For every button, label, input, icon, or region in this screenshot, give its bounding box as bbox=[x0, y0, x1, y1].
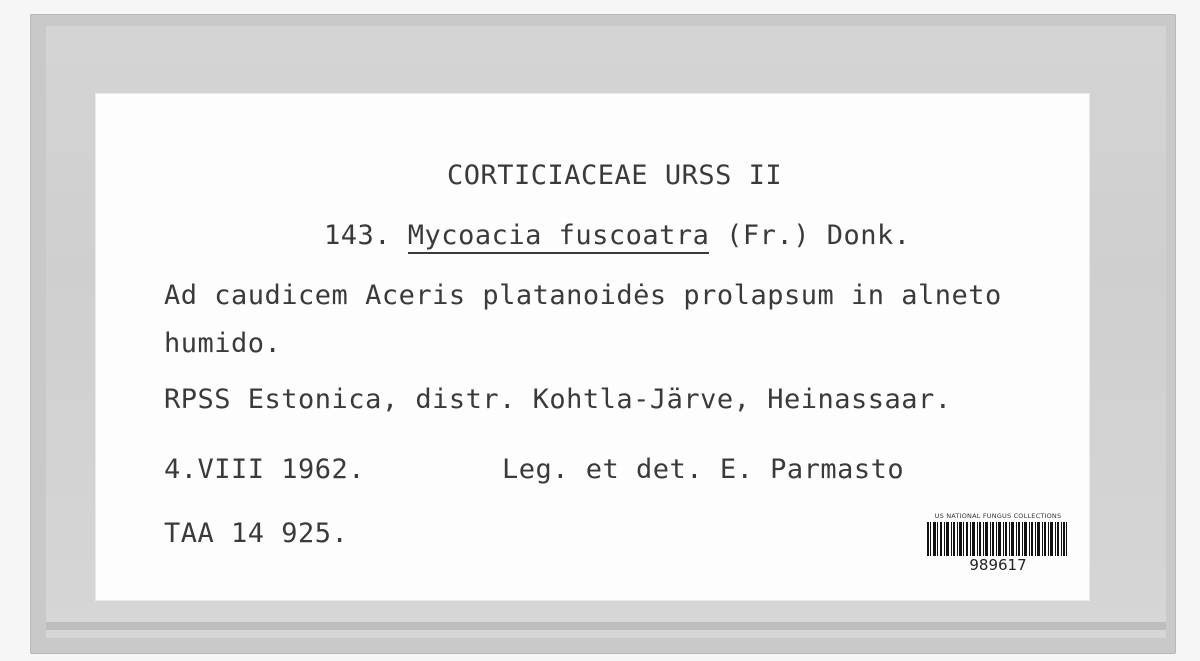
barcode-label bbox=[925, 512, 1071, 582]
species-line bbox=[324, 220, 910, 251]
barcode-number: 989617 bbox=[969, 556, 1027, 574]
habitat-text-line-2: humido. bbox=[164, 328, 282, 359]
barcode-icon bbox=[927, 522, 1067, 556]
barcode-header: US NATIONAL FUNGUS COLLECTIONS bbox=[934, 512, 1062, 520]
accession-number: TAA 14 925. bbox=[164, 518, 349, 549]
packet-fold bbox=[46, 622, 1166, 630]
label-title: CORTICIACEAE URSS II bbox=[447, 160, 783, 191]
collector-text: Leg. et det. E. Parmasto bbox=[502, 454, 905, 485]
species-name: Mycoacia fuscoatra bbox=[408, 220, 710, 254]
specimen-label bbox=[96, 94, 1089, 600]
species-number: 143. bbox=[324, 220, 392, 251]
species-authority: (Fr.) Donk. bbox=[726, 220, 911, 251]
habitat-text-line-1: Ad caudicem Aceris platanoidės prolapsum in alneto bbox=[164, 280, 1002, 311]
collection-date: 4.VIII 1962. bbox=[164, 454, 366, 485]
locality-text: RPSS Estonica, distr. Kohtla-Järve, Heinassaar. bbox=[164, 384, 952, 415]
